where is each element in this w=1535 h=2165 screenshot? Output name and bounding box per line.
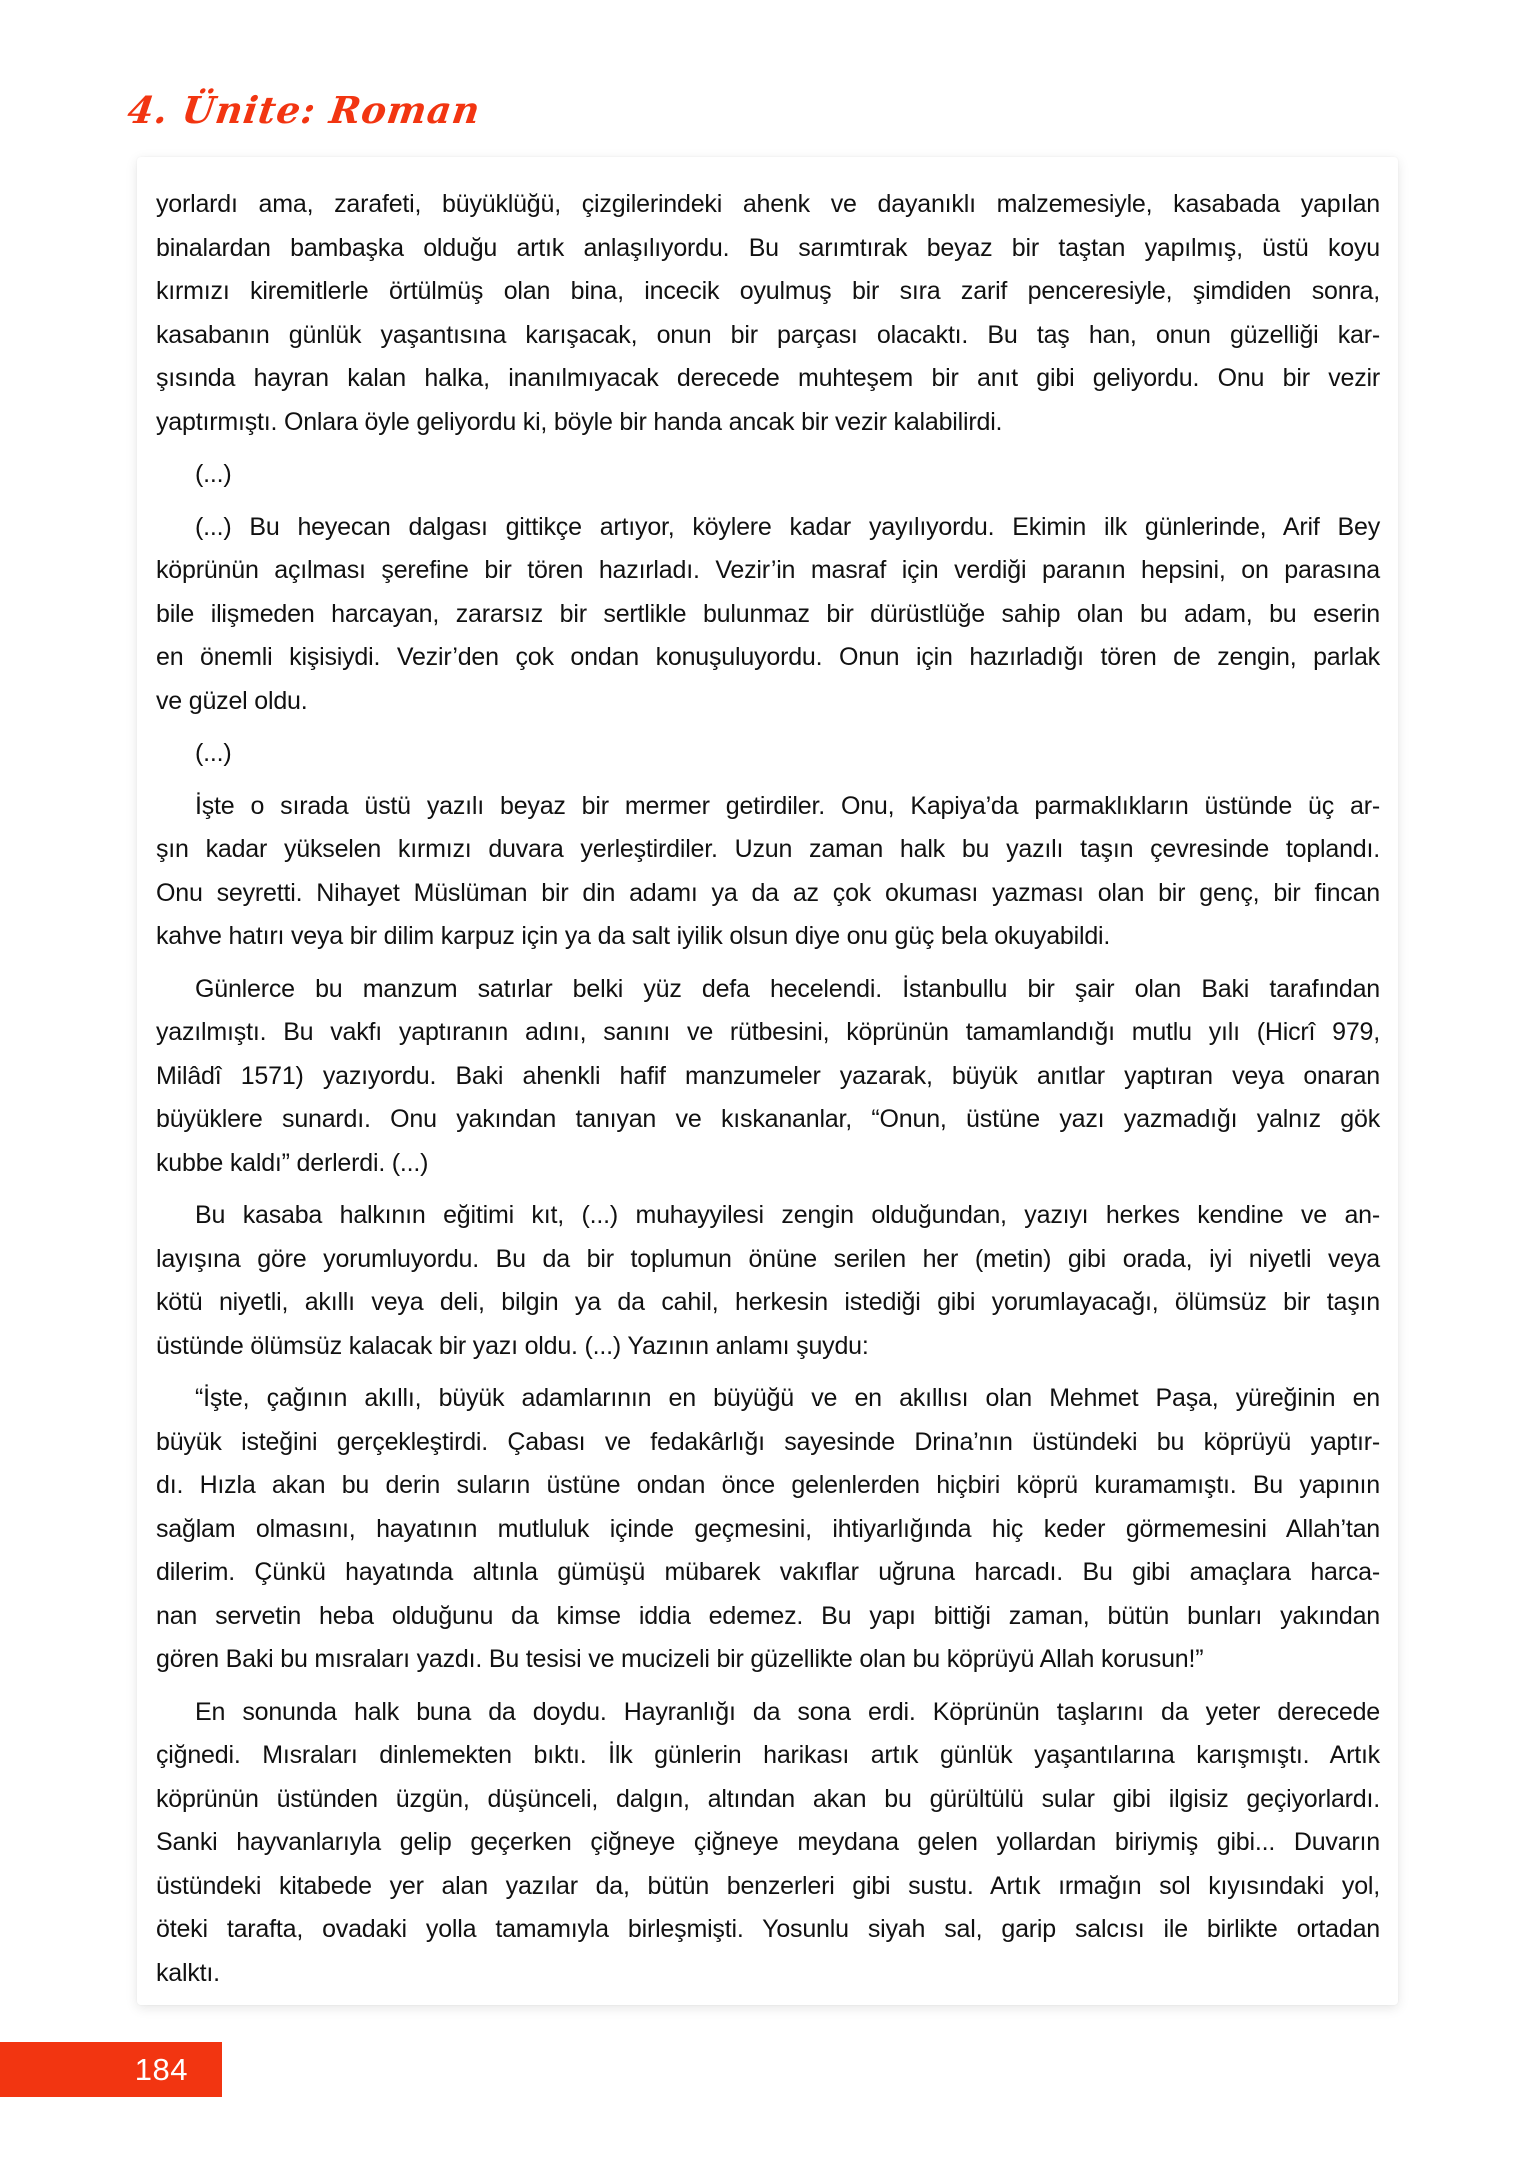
text-line: en önemli kişisiydi. Vezir’den çok ondan konuşuluyordu. Onun için hazırladığı tören de zengin, parlak <box>156 643 1380 671</box>
text-line: kötü niyetli, akıllı veya deli, bilgin ya da cahil, herkesin istediği gibi yorumlayacağı, ölümsüz bir taşın <box>156 1288 1380 1316</box>
text-line: ve güzel oldu. <box>156 686 308 715</box>
text-line: öteki tarafta, ovadaki yolla tamamıyla birleşmişti. Yosunlu siyah sal, garip salcısı ile birlikte ortadan <box>156 1915 1380 1943</box>
text-line: kalktı. <box>156 1958 220 1987</box>
text-line: kubbe kaldı” derlerdi. (...) <box>156 1148 429 1177</box>
text-line: kırmızı kiremitlerle örtülmüş olan bina, incecik oyulmuş bir sıra zarif penceresiyle, şimdiden sonra, <box>156 277 1380 305</box>
text-line: “İşte, çağının akıllı, büyük adamlarının en büyüğü ve en akıllısı olan Mehmet Paşa, yüreğinin en <box>195 1384 1380 1412</box>
article-card <box>137 157 1398 2005</box>
text-line: çiğnedi. Mısraları dinlemekten bıktı. İlk günlerin harikası artık günlük yaşantılarına karışmıştı. Artık <box>156 1741 1380 1769</box>
text-paragraph <box>156 453 1380 497</box>
text-line: gören Baki bu mısraları yazdı. Bu tesisi ve mucizeli bir güzellikte olan bu köprüyü Allah korusun!” <box>156 1645 1204 1673</box>
text-line: Günlerce bu manzum satırlar belki yüz defa hecelendi. İstanbullu bir şair olan Baki tarafından <box>195 974 1380 1003</box>
text-line: (...) <box>195 739 232 767</box>
text-line: köprünün üstünden üzgün, düşünceli, dalgın, altından akan bu gürültülü sular gibi ilgisiz geçiyorlardı. <box>156 1784 1380 1813</box>
text-line: dilerim. Çünkü hayatında altınla gümüşü mübarek vakıflar uğruna harcadı. Bu gibi amaçlara harca- <box>156 1558 1380 1586</box>
text-line: büyük isteğini gerçekleştirdi. Çabası ve fedakârlığı sayesinde Drina’nın üstündeki bu köprüyü yaptır- <box>156 1427 1380 1456</box>
text-line: Sanki hayvanlarıyla gelip geçerken çiğneye çiğneye meydana gelen yollardan biriymiş gibi... Duvarın <box>156 1828 1380 1856</box>
article-text <box>156 183 1380 1995</box>
page-number-badge <box>0 2042 222 2097</box>
text-paragraph <box>156 1691 1380 1996</box>
text-line: bile ilişmeden harcayan, zararsız bir sertlikle bulunmaz bir dürüstlüğe sahip olan bu adam, bu eserin <box>156 599 1380 628</box>
text-line: yaptırmıştı. Onlara öyle geliyordu ki, böyle bir handa ancak bir vezir kalabilirdi. <box>156 407 1003 436</box>
text-paragraph <box>156 506 1380 724</box>
text-line: yazılmıştı. Bu vakfı yaptıranın adını, sanını ve rütbesini, köprünün tamamlandığı mutlu yılı (Hicrî 979, <box>156 1018 1380 1046</box>
text-line: nan servetin heba olduğunu da kimse iddia edemez. Bu yapı bittiği zaman, bütün bunları yakından <box>156 1601 1380 1630</box>
text-paragraph <box>156 1377 1380 1682</box>
text-line: Onu seyretti. Nihayet Müslüman bir din adamı ya da az çok okuması yazması olan bir genç, bir fincan <box>156 878 1380 907</box>
page-number: 184 <box>134 2051 188 2087</box>
text-line: binalardan bambaşka olduğu artık anlaşılıyordu. Bu sarımtırak beyaz bir taştan yapılmış, üstü koyu <box>156 233 1380 262</box>
text-paragraph <box>156 1194 1380 1368</box>
text-line: yorlardı ama, zarafeti, büyüklüğü, çizgilerindeki ahenk ve dayanıklı malzemesiyle, kasabada yapılan <box>156 190 1380 218</box>
text-line: Bu kasaba halkının eğitimi kıt, (...) muhayyilesi zengin olduğundan, yazıyı herkes kendine ve an- <box>195 1201 1380 1229</box>
text-line: layışına göre yorumluyordu. Bu da bir toplumun önüne serilen her (metin) gibi orada, iyi niyetli veya <box>156 1244 1380 1273</box>
text-line: üstünde ölümsüz kalacak bir yazı oldu. (...) Yazının anlamı şuydu: <box>156 1331 869 1360</box>
text-line: Milâdî 1571) yazıyordu. Baki ahenkli hafif manzumeler yazarak, büyük anıtlar yaptıran veya onaran <box>156 1061 1380 1090</box>
text-line: En sonunda halk buna da doydu. Hayranlığı da sona erdi. Köprünün taşlarını da yeter derecede <box>195 1697 1380 1726</box>
text-line: (...) Bu heyecan dalgası gittikçe artıyor, köylere kadar yayılıyordu. Ekimin ilk günlerinde, Arif Bey <box>195 512 1380 541</box>
text-paragraph <box>156 183 1380 444</box>
text-line: (...) <box>195 460 232 488</box>
text-paragraph <box>156 785 1380 959</box>
text-line: şısında hayran kalan halka, inanılmıyacak derecede muhteşem bir anıt gibi geliyordu. Onu bir vezir <box>156 364 1380 392</box>
unit-header-title: 4. Ünite: Roman <box>124 88 484 132</box>
text-paragraph <box>156 968 1380 1186</box>
text-line: dı. Hızla akan bu derin suların üstüne ondan önce gelenlerden hiçbiri köprü kuramamıştı. Bu yapının <box>156 1471 1380 1499</box>
text-line: İşte o sırada üstü yazılı beyaz bir mermer getirdiler. Onu, Kapiya’da parmaklıkların üstünde üç ar- <box>195 791 1380 820</box>
text-line: üstündeki kitabede yer alan yazılar da, bütün benzerleri gibi sustu. Artık ırmağın sol kıyısındaki yol, <box>156 1871 1380 1900</box>
text-paragraph <box>156 732 1380 776</box>
text-line: köprünün açılması şerefine bir tören hazırladı. Vezir’in masraf için verdiği paranın hepsini, on parasına <box>156 556 1380 584</box>
text-line: şın kadar yükselen kırmızı duvara yerleştirdiler. Uzun zaman halk bu yazılı taşın çevresinde toplandı. <box>156 835 1380 863</box>
text-line: sağlam olmasını, hayatının mutluluk içinde geçmesini, ihtiyarlığında hiç keder görmemesini Allah’tan <box>156 1514 1380 1543</box>
text-line: kasabanın günlük yaşantısına karışacak, onun bir parçası olacaktı. Bu taş han, onun güzelliği kar- <box>156 320 1380 349</box>
text-line: büyüklere sunardı. Onu yakından tanıyan ve kıskananlar, “Onun, üstüne yazı yazmadığı yalnız gök <box>156 1105 1380 1133</box>
text-line: kahve hatırı veya bir dilim karpuz için ya da salt iyilik olsun diye onu güç bela okuyabildi. <box>156 922 1111 950</box>
